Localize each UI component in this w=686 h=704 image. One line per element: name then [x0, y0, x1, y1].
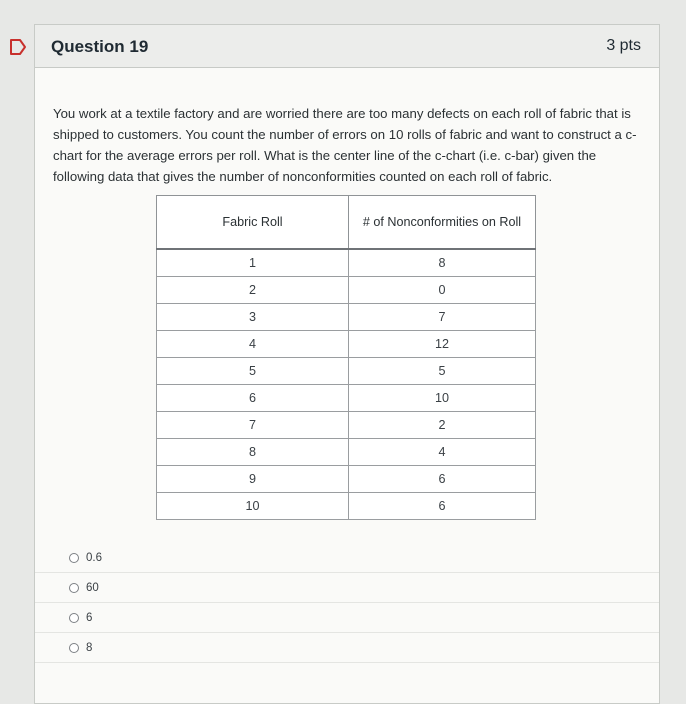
radio-button[interactable] [69, 583, 79, 593]
table-row [157, 249, 536, 277]
answer-option[interactable] [35, 573, 659, 603]
cell-roll: 1 [157, 249, 349, 277]
table-row [157, 493, 536, 520]
cell-roll: 7 [157, 412, 349, 439]
answer-option[interactable] [35, 633, 659, 663]
cell-roll: 10 [157, 493, 349, 520]
answer-option[interactable] [35, 603, 659, 633]
cell-count: 2 [349, 412, 536, 439]
cell-roll: 9 [157, 466, 349, 493]
table-row [157, 412, 536, 439]
question-card [34, 24, 660, 704]
cell-count: 7 [349, 304, 536, 331]
cell-count: 8 [349, 249, 536, 277]
table-row [157, 385, 536, 412]
cell-roll: 8 [157, 439, 349, 466]
cell-count: 4 [349, 439, 536, 466]
cell-count: 5 [349, 358, 536, 385]
question-points: 3 pts [606, 37, 641, 54]
question-title: Question 19 [51, 37, 149, 56]
radio-button[interactable] [69, 553, 79, 563]
flag-question-icon[interactable] [9, 38, 29, 56]
cell-roll: 6 [157, 385, 349, 412]
data-table [156, 195, 536, 520]
answer-option[interactable] [35, 543, 659, 573]
table-row [157, 331, 536, 358]
cell-roll: 4 [157, 331, 349, 358]
table-row [157, 358, 536, 385]
radio-button[interactable] [69, 643, 79, 653]
cell-count: 6 [349, 466, 536, 493]
cell-count: 6 [349, 493, 536, 520]
cell-roll: 2 [157, 277, 349, 304]
header-fabric-roll: Fabric Roll [157, 196, 349, 250]
table-header-row [157, 196, 536, 250]
table-row [157, 304, 536, 331]
cell-count: 10 [349, 385, 536, 412]
cell-count: 0 [349, 277, 536, 304]
cell-roll: 3 [157, 304, 349, 331]
table-row [157, 439, 536, 466]
answer-label: 0.6 [86, 551, 102, 564]
answer-label: 8 [86, 641, 93, 654]
cell-roll: 5 [157, 358, 349, 385]
question-header [35, 25, 659, 68]
answer-label: 6 [86, 611, 93, 624]
answer-label: 60 [86, 581, 99, 594]
header-nonconformities: # of Nonconformities on Roll [349, 196, 536, 250]
table-row [157, 277, 536, 304]
radio-button[interactable] [69, 613, 79, 623]
cell-count: 12 [349, 331, 536, 358]
answer-list [35, 543, 659, 663]
question-text: You work at a textile factory and are worried there are too many defects on each roll of fabric that is shipped to customers. You count the number of errors on 10 rolls of fabric and want to construct a c-chart for the average errors per roll. What is the center line of the c-chart (i.e. c-bar) given the following data that gives the number of nonconformities counted on each roll of fabric. [53, 106, 637, 184]
table-row [157, 466, 536, 493]
